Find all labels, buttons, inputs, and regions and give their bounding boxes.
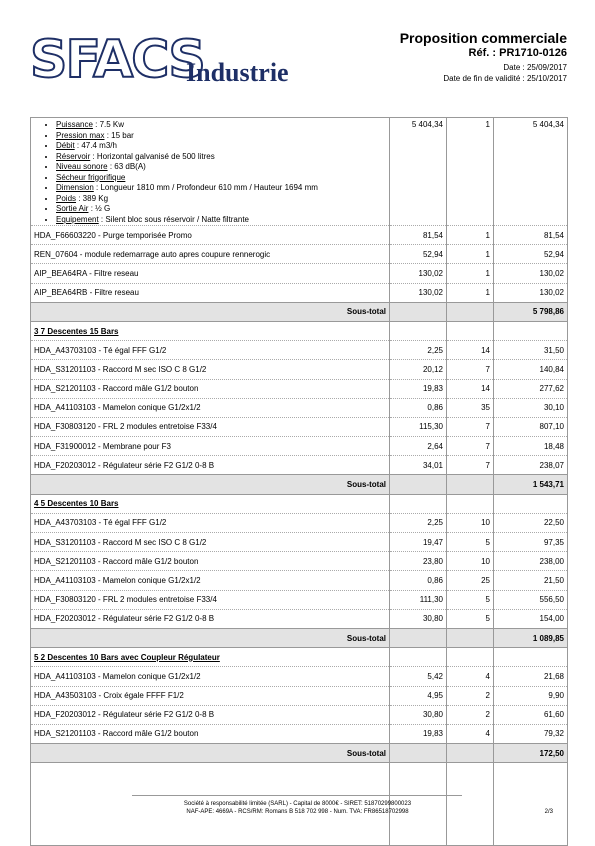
section-header-row	[31, 321, 568, 340]
footer-legal-line1: Société à responsabilité limitée (SARL) - Capital de 8000€ - SIRET: 51870299800023	[183, 801, 412, 807]
line-total: 9,90	[494, 686, 568, 705]
line-total: 21,50	[494, 571, 568, 590]
spec-key: Pression max	[56, 130, 105, 140]
spec-key: Puissance	[56, 120, 93, 129]
document-header	[400, 30, 567, 83]
empty-cell	[447, 648, 494, 667]
item-description: HDA_F20203012 - Régulateur série F2 G1/2 0-8 B	[31, 609, 390, 628]
empty-cell	[447, 628, 494, 647]
line-total: 556,50	[494, 590, 568, 609]
subtotal-value: 1 543,71	[494, 475, 568, 494]
empty-cell	[390, 321, 447, 340]
spec-key: Dimension	[56, 183, 94, 192]
page-footer	[0, 800, 595, 816]
spec-item	[56, 173, 386, 184]
spec-value: : 63 dB(A)	[107, 162, 146, 171]
table-row	[31, 379, 568, 398]
item-description: HDA_S31201103 - Raccord M sec ISO C 8 G1/2	[31, 533, 390, 552]
spec-key: Réservoir	[56, 151, 91, 161]
unit-price: 5,42	[390, 667, 447, 686]
line-total: 238,00	[494, 552, 568, 571]
subtotal-value: 5 798,86	[494, 302, 568, 321]
section-title: 3 7 Descentes 15 Bars	[31, 321, 390, 340]
spec-key: Sécheur frigorifique	[56, 172, 126, 182]
quantity: 4	[447, 667, 494, 686]
spec-value: : 7.5 Kw	[92, 120, 125, 129]
table-row	[31, 705, 568, 724]
quantity: 7	[447, 456, 494, 475]
table-row	[31, 118, 568, 226]
spec-value: : Silent bloc sous réservoir / Natte filtrante	[98, 214, 249, 224]
subtotal-row	[31, 475, 568, 494]
unit-price: 19,83	[390, 379, 447, 398]
unit-price: 111,30	[390, 590, 447, 609]
quantity: 1	[447, 226, 494, 245]
line-total: 238,07	[494, 456, 568, 475]
item-description: AIP_BEA64RA - Filtre reseau	[31, 264, 390, 283]
unit-price: 0,86	[390, 571, 447, 590]
quantity: 1	[447, 245, 494, 264]
unit-price: 2,25	[390, 341, 447, 360]
quantity: 1	[447, 264, 494, 283]
quantity: 2	[447, 705, 494, 724]
item-description: HDA_F20203012 - Régulateur série F2 G1/2 0-8 B	[31, 705, 390, 724]
empty-cell	[494, 648, 568, 667]
unit-price: 4,95	[390, 686, 447, 705]
quantity: 7	[447, 437, 494, 456]
empty-cell	[447, 744, 494, 763]
company-logo	[30, 30, 320, 90]
spec-key: Equipement	[56, 214, 99, 224]
unit-price: 115,30	[390, 417, 447, 436]
spec-item	[56, 204, 386, 215]
table-row	[31, 226, 568, 245]
unit-price: 30,80	[390, 609, 447, 628]
spec-item	[56, 183, 386, 194]
line-total: 21,68	[494, 667, 568, 686]
empty-cell	[390, 494, 447, 513]
line-total: 31,50	[494, 341, 568, 360]
unit-price: 5 404,34	[390, 118, 447, 226]
document-title: Proposition commerciale	[399, 30, 567, 46]
spec-value: : 15 bar	[104, 130, 134, 140]
subtotal-row	[31, 302, 568, 321]
unit-price: 0,86	[390, 398, 447, 417]
spec-value: : 389 Kg	[76, 193, 109, 203]
line-total: 81,54	[494, 226, 568, 245]
quantity: 1	[447, 118, 494, 226]
item-description: REN_07604 - module redemarrage auto apres coupure rennerogic	[31, 245, 390, 264]
unit-price: 2,64	[390, 437, 447, 456]
item-description: HDA_F31900012 - Membrane pour F3	[31, 437, 390, 456]
compressor-specs	[31, 118, 390, 226]
section-title: 5 2 Descentes 10 Bars avec Coupleur Régulateur	[31, 648, 390, 667]
table-row	[31, 245, 568, 264]
section-header-row	[31, 494, 568, 513]
empty-cell	[390, 648, 447, 667]
table-row	[31, 264, 568, 283]
line-total: 22,50	[494, 513, 568, 532]
item-description: HDA_F20203012 - Régulateur série F2 G1/2 0-8 B	[31, 456, 390, 475]
unit-price: 130,02	[390, 264, 447, 283]
quantity: 5	[447, 533, 494, 552]
line-total: 52,94	[494, 245, 568, 264]
line-total: 154,00	[494, 609, 568, 628]
table-row	[31, 686, 568, 705]
line-total: 79,32	[494, 724, 568, 743]
table-row	[31, 552, 568, 571]
quantity: 7	[447, 360, 494, 379]
subtotal-value: 1 089,85	[494, 628, 568, 647]
spec-item	[56, 215, 386, 226]
table-row	[31, 456, 568, 475]
line-total: 97,35	[494, 533, 568, 552]
quantity: 7	[447, 417, 494, 436]
spec-item	[56, 152, 386, 163]
spec-key: Débit	[56, 141, 75, 150]
spec-item	[56, 120, 386, 131]
item-description: HDA_S21201103 - Raccord mâle G1/2 bouton	[31, 724, 390, 743]
unit-price: 52,94	[390, 245, 447, 264]
unit-price: 20,12	[390, 360, 447, 379]
table-row	[31, 667, 568, 686]
footer-legal-line2: NAF-APE: 4669A - RCS/RM: Romans B 518 702 998 - Num. TVA: FR86518702998	[186, 809, 409, 815]
unit-price: 34,01	[390, 456, 447, 475]
table-row	[31, 398, 568, 417]
spec-item	[56, 141, 386, 152]
line-total: 18,48	[494, 437, 568, 456]
empty-cell	[390, 475, 447, 494]
line-total: 807,10	[494, 417, 568, 436]
unit-price: 19,83	[390, 724, 447, 743]
quote-table	[30, 117, 568, 846]
section-header-row	[31, 648, 568, 667]
item-description: HDA_S31201103 - Raccord M sec ISO C 8 G1/2	[31, 360, 390, 379]
item-description: HDA_A41103103 - Mamelon conique G1/2x1/2	[31, 571, 390, 590]
table-row	[31, 360, 568, 379]
quantity: 2	[447, 686, 494, 705]
page-number: 2/3	[544, 809, 553, 815]
line-total: 30,10	[494, 398, 568, 417]
quantity: 4	[447, 724, 494, 743]
table-row	[31, 341, 568, 360]
logo-subtitle: Industrie	[186, 58, 289, 87]
quantity: 35	[447, 398, 494, 417]
empty-cell	[390, 628, 447, 647]
table-row	[31, 533, 568, 552]
quantity: 25	[447, 571, 494, 590]
item-description: HDA_S21201103 - Raccord mâle G1/2 bouton	[31, 552, 390, 571]
quantity: 14	[447, 379, 494, 398]
item-description: HDA_F30803120 - FRL 2 modules entretoise F33/4	[31, 417, 390, 436]
spec-value: : ½ G	[88, 204, 111, 213]
line-total: 130,02	[494, 264, 568, 283]
empty-cell	[447, 475, 494, 494]
document-reference: Réf. : PR1710-0126	[468, 47, 567, 59]
quantity: 1	[447, 283, 494, 302]
subtotal-row	[31, 744, 568, 763]
table-row	[31, 590, 568, 609]
empty-cell	[390, 302, 447, 321]
spec-item	[56, 131, 386, 142]
spec-item	[56, 194, 386, 205]
empty-cell	[494, 494, 568, 513]
item-description: HDA_A41103103 - Mamelon conique G1/2x1/2	[31, 398, 390, 417]
item-description: AIP_BEA64RB - Filtre reseau	[31, 283, 390, 302]
quantity: 14	[447, 341, 494, 360]
line-total: 140,84	[494, 360, 568, 379]
item-description: HDA_F30803120 - FRL 2 modules entretoise F33/4	[31, 590, 390, 609]
item-description: HDA_A43703103 - Té égal FFF G1/2	[31, 341, 390, 360]
section-title: 4 5 Descentes 10 Bars	[31, 494, 390, 513]
line-total: 61,60	[494, 705, 568, 724]
subtotal-label: Sous-total	[31, 475, 390, 494]
empty-cell	[390, 744, 447, 763]
line-total: 277,62	[494, 379, 568, 398]
unit-price: 23,80	[390, 552, 447, 571]
spec-key: Niveau sonore	[56, 162, 108, 171]
spec-key: Poids	[56, 193, 77, 203]
item-description: HDA_A43703103 - Té égal FFF G1/2	[31, 513, 390, 532]
subtotal-value: 172,50	[494, 744, 568, 763]
unit-price: 81,54	[390, 226, 447, 245]
quantity: 5	[447, 590, 494, 609]
table-row	[31, 417, 568, 436]
quantity: 5	[447, 609, 494, 628]
item-description: HDA_S21201103 - Raccord mâle G1/2 bouton	[31, 379, 390, 398]
line-total: 5 404,34	[494, 118, 568, 226]
document-date: Date : 25/09/2017	[503, 63, 567, 72]
empty-cell	[447, 321, 494, 340]
subtotal-label: Sous-total	[31, 744, 390, 763]
footer-divider	[132, 795, 462, 796]
spec-value: : Longueur 1810 mm / Profondeur 610 mm / Hauteur 1694 mm	[93, 183, 318, 192]
subtotal-row	[31, 628, 568, 647]
subtotal-label: Sous-total	[31, 302, 390, 321]
table-row	[31, 283, 568, 302]
table-row	[31, 609, 568, 628]
unit-price: 130,02	[390, 283, 447, 302]
subtotal-label: Sous-total	[31, 628, 390, 647]
table-row	[31, 724, 568, 743]
item-description: HDA_F66603220 - Purge temporisée Promo	[31, 226, 390, 245]
unit-price: 19,47	[390, 533, 447, 552]
empty-cell	[494, 321, 568, 340]
empty-cell	[447, 302, 494, 321]
table-row	[31, 571, 568, 590]
spec-value: : 47.4 m3/h	[74, 141, 117, 150]
table-row	[31, 437, 568, 456]
item-description: HDA_A41103103 - Mamelon conique G1/2x1/2	[31, 667, 390, 686]
spec-item	[56, 162, 386, 173]
quantity: 10	[447, 552, 494, 571]
logo-brand: SFACS	[30, 30, 204, 90]
quantity: 10	[447, 513, 494, 532]
validity-date: Date de fin de validité : 25/10/2017	[443, 74, 567, 83]
empty-cell	[447, 494, 494, 513]
unit-price: 2,25	[390, 513, 447, 532]
line-total: 130,02	[494, 283, 568, 302]
table-row	[31, 513, 568, 532]
item-description: HDA_A43503103 - Croix égale FFFF F1/2	[31, 686, 390, 705]
spec-value: : Horizontal galvanisé de 500 litres	[90, 151, 215, 161]
spec-key: Sortie Air	[56, 204, 89, 213]
unit-price: 30,80	[390, 705, 447, 724]
